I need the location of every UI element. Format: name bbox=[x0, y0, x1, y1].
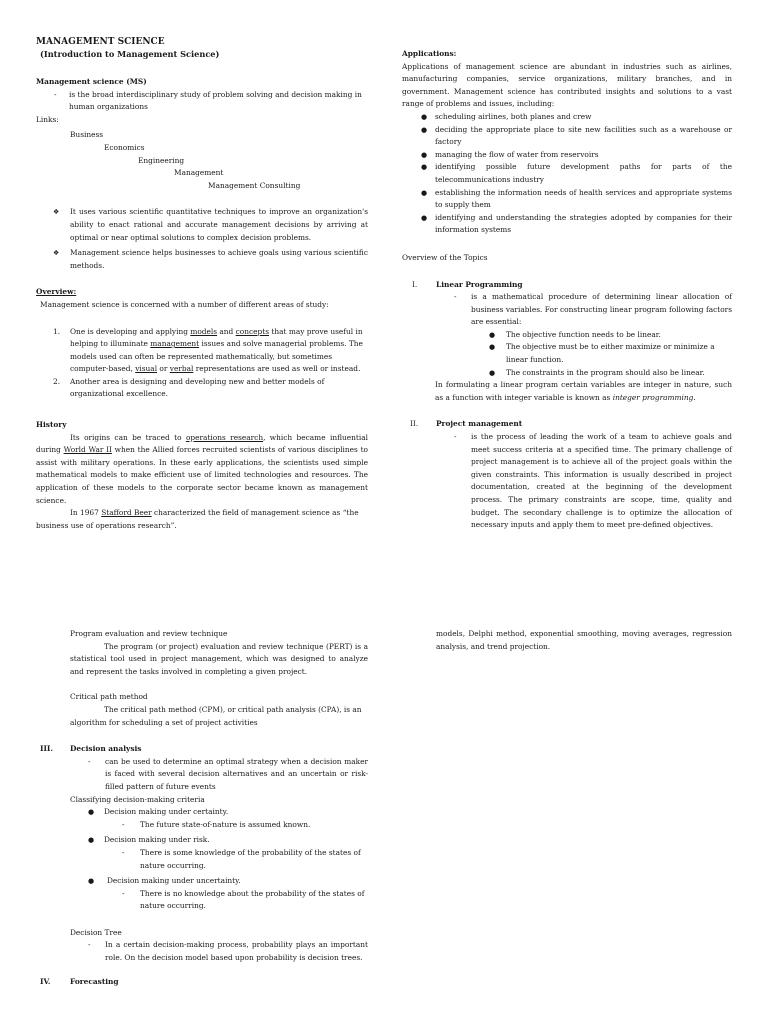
stafford-beer-link[interactable]: Stafford Beer bbox=[101, 508, 152, 518]
bullet-icon: ● bbox=[489, 343, 496, 352]
doc-title: MANAGEMENT SCIENCE bbox=[36, 37, 165, 47]
topic-linear-programming: I. Linear Programming - is a mathematical procedure of determining linear allocation of business variables. For constructing linear program following factors are essential: ● The objective function needs to be linear. ● The objective must be to either maximize or minimize a linear function. ● The constraints in the program should also be linear. In formulating a linear program certain variables are integer in nature, such as a function with integer variable is known as integer programming. bbox=[402, 279, 732, 405]
application-item: ● establishing the information needs of health services and appropriate systems to supply them bbox=[421, 187, 732, 210]
verbal-link[interactable]: verbal bbox=[169, 364, 194, 374]
lp-note: In formulating a linear program certain variables are integer in nature, such as a function with integer variable is known as integer programming. bbox=[435, 380, 732, 402]
overview-heading: Overview: bbox=[36, 287, 77, 297]
concepts-link[interactable]: concepts bbox=[235, 326, 270, 336]
bullet-icon: ● bbox=[489, 368, 496, 377]
bullet-icon: ● bbox=[421, 112, 428, 121]
bullet-icon: ● bbox=[421, 188, 428, 197]
cpm-paragraph: The critical path method (CPM), or critical path analysis (CPA), is an algorithm for scheduling a set of project activities bbox=[70, 704, 362, 727]
links-label: Links: bbox=[36, 114, 59, 124]
lp-factor: ● The constraints in the program should also be linear. bbox=[436, 367, 732, 380]
models-link[interactable]: models bbox=[190, 326, 218, 336]
history-heading: History bbox=[36, 420, 67, 430]
application-item: ● scheduling airlines, both planes and crew bbox=[402, 111, 732, 124]
topic-decision-analysis: III. Decision analysis - can be used to determine an optimal strategy when a decision maker is faced with several decision alternatives and an uncertain or risk-filled pattern of future events Classifying decision-making criteria ● Decision making under certainty. - The future state-of-nature is assumed known. ● Decision making under risk. - There is some knowledge of the probability of the states of nature occurring. ● Decision making under uncertainty. - There is no knowledge about the probability of the states of nature occurring. bbox=[36, 743, 368, 913]
link-management: Management bbox=[174, 168, 224, 178]
bullet-icon: ● bbox=[88, 877, 95, 886]
criterion: ● Decision making under uncertainty. bbox=[70, 875, 368, 888]
decision-tree-text: - In a certain decision-making process, probability plays an important role. On the decision model based upon probability is decision trees. bbox=[88, 940, 368, 963]
bullet-icon: ● bbox=[421, 163, 428, 172]
diamond-item: ❖ Management science helps businesses to achieve goals using various scientific methods. bbox=[53, 248, 368, 270]
bullet-icon: ● bbox=[88, 836, 95, 845]
operations-research-link[interactable]: operations research bbox=[185, 432, 264, 442]
ms-term: Management science (MS) bbox=[36, 77, 147, 86]
history-paragraph: Its origins can be traced to operations research, which became influential during World War II when the Allied forces recruited scientists of various disciplines to assist with military operations. In these early applications, the scientists used simple mathematical models to make efficient use of limited technologies and resources. The application of these models to the corporate sector became known as management science. bbox=[36, 432, 368, 505]
doc-subtitle: (Introduction to Management Science) bbox=[40, 49, 220, 59]
applications-heading: Applications: bbox=[402, 49, 457, 58]
ms-definition: - is the broad interdisciplinary study of problem solving and decision making in human organizations bbox=[54, 89, 362, 112]
classify-heading: Classifying decision-making criteria bbox=[70, 794, 205, 804]
criterion: ● Decision making under certainty. bbox=[70, 806, 368, 819]
right-column-top bbox=[402, 48, 732, 532]
pert-paragraph: The program (or project) evaluation and review technique (PERT) is a statistical tool used in project management, which was designed to analyze and represent the tasks involved in completing a given project. bbox=[70, 641, 368, 676]
bullet-icon: ● bbox=[421, 213, 428, 222]
overview-item-2: 2. Another area is designing and developing new and better models of organizational excellence. bbox=[53, 376, 325, 399]
forecasting-continuation: models, Delphi method, exponential smoothing, moving averages, regression analysis, and trend projection. bbox=[436, 629, 732, 651]
criterion-detail: - The future state-of-nature is assumed known. bbox=[122, 819, 311, 829]
world-war-ii-link[interactable]: World War II bbox=[63, 445, 112, 455]
topic-forecasting: IV. Forecasting bbox=[40, 976, 119, 986]
overview-intro: Management science is concerned with a number of different areas of study: bbox=[40, 299, 329, 309]
bullet-icon: ● bbox=[88, 808, 95, 817]
application-item: ● deciding the appropriate place to site new facilities such as a warehouse or factory bbox=[421, 124, 732, 147]
lp-factor: ● The objective must be to either maximize or minimize a linear function. bbox=[489, 342, 715, 365]
applications-intro: Applications of management science are abundant in industries such as airlines, manufacturing companies, service organizations, military branches, and in government. Management science has contributed insights and solutions to a vast range of problems and issues, including: bbox=[402, 61, 732, 109]
link-management-consulting: Management Consulting bbox=[208, 180, 301, 190]
cpm-heading: Critical path method bbox=[70, 692, 148, 702]
pert-heading: Program evaluation and review technique bbox=[70, 629, 228, 638]
decision-tree-heading: Decision Tree bbox=[70, 927, 122, 937]
diamond-bullet-icon: ❖ bbox=[53, 208, 60, 217]
criterion: ● Decision making under risk. bbox=[70, 834, 368, 847]
overview-item-1: 1. One is developing and applying models and concepts that may prove useful in helping to illuminate management issues and solve managerial problems. The models used can often be represented mathematically, but sometimes computer-based, visual or verbal representations are used as well or instead. bbox=[53, 326, 363, 374]
application-item: ● identifying possible future development paths for parts of the telecommunications industry bbox=[421, 162, 732, 184]
left-column-bottom bbox=[36, 628, 368, 988]
bullet-icon: ● bbox=[421, 150, 428, 159]
link-business: Business bbox=[70, 130, 104, 140]
diamond-bullet-icon: ❖ bbox=[53, 249, 60, 258]
link-economics: Economics bbox=[104, 142, 145, 152]
application-item: ● managing the flow of water from reservoirs bbox=[402, 149, 732, 162]
right-column-bottom bbox=[436, 628, 732, 653]
link-engineering: Engineering bbox=[138, 155, 185, 165]
topic-project-management: II. Project management - is the process of leading the work of a team to achieve goals and meet success criteria at a specified time. The primary challenge of project management is to achieve all of the project goals within the given constraints. This information is usually described in project documentation, created at the beginning of the development process. The primary constraints are scope, time, quality and budget. The secondary challenge is to optimize the allocation of necessary inputs and apply them to meet pre-defined objectives. bbox=[410, 419, 732, 530]
management-link[interactable]: management bbox=[150, 339, 200, 349]
bullet-icon: ● bbox=[421, 125, 428, 134]
application-item: ● identifying and understanding the strategies adopted by companies for their information systems bbox=[421, 212, 732, 235]
diamond-item: ❖ It uses various scientific quantitative techniques to improve an organization's ability to enact rational and accurate management decisions by arriving at optimal or near optimal solutions to complex decision problems. bbox=[53, 207, 368, 242]
history-paragraph-2: In 1967 Stafford Beer characterized the field of management science as “the business use of operations research”. bbox=[36, 508, 359, 530]
criterion-detail: - There is some knowledge of the probability of the states of nature occurring. bbox=[122, 847, 361, 870]
criterion-detail: - There is no knowledge about the probability of the states of nature occurring. bbox=[122, 888, 365, 911]
topics-heading: Overview of the Topics bbox=[402, 252, 488, 262]
visual-link[interactable]: visual bbox=[135, 364, 158, 374]
left-column-top bbox=[36, 36, 368, 532]
lp-factor: ● The objective function needs to be linear. bbox=[436, 329, 732, 342]
bullet-icon: ● bbox=[489, 330, 496, 339]
